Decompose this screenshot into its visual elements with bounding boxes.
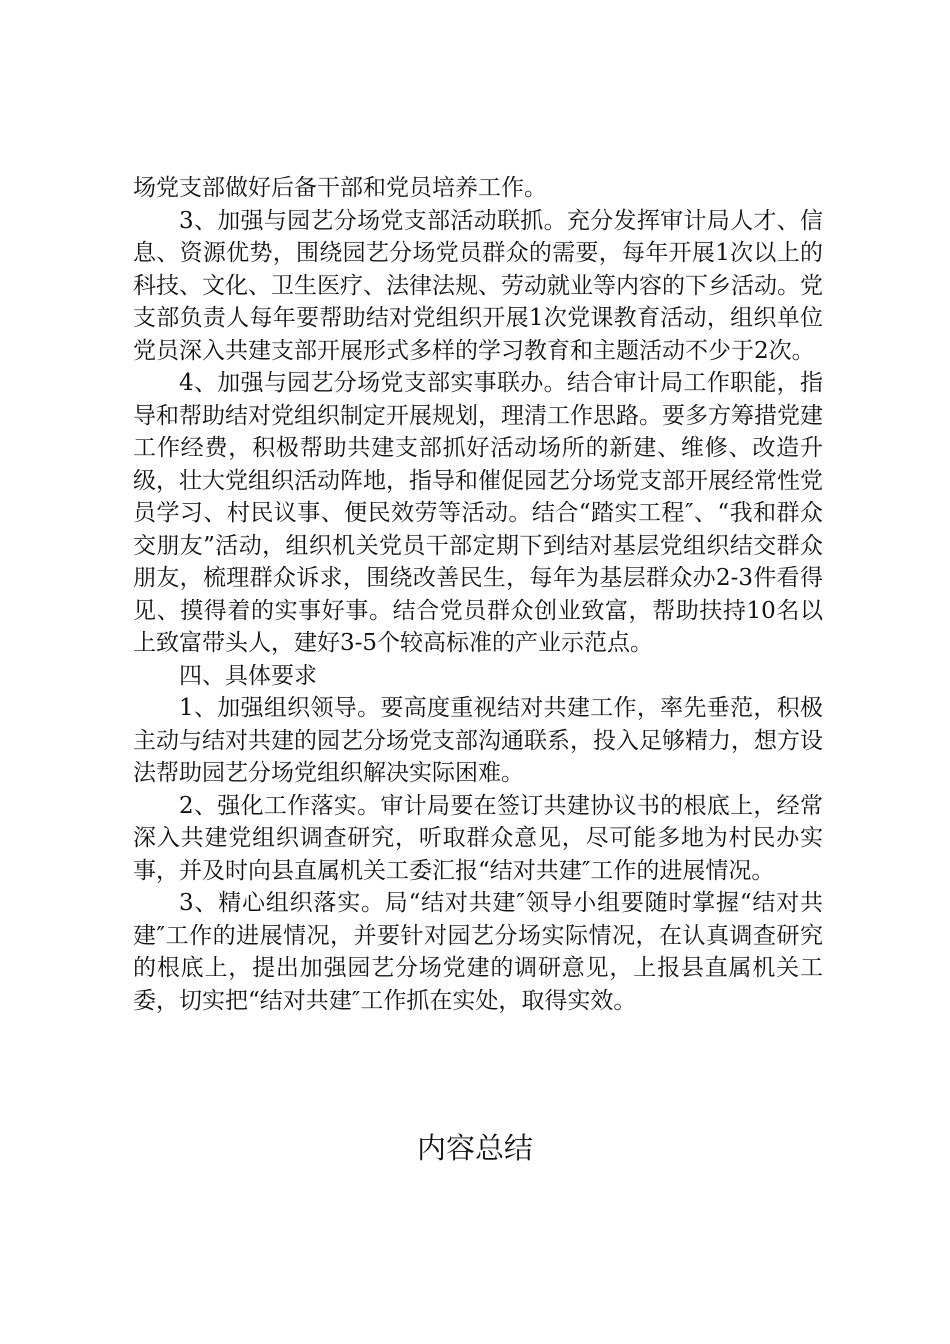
- paragraph-req-1-leadership: 1、加强组织领导。要高度重视结对共建工作，率先垂范，积极主动与结对共建的园艺分场党支部沟通联系，投入足够精力，想方设法帮助园艺分场党组织解决实际困难。: [133, 695, 823, 786]
- summary-title: 内容总结: [416, 1131, 533, 1165]
- paragraph-continuation: 场党支部做好后备干部和党员培养工作。: [133, 175, 547, 201]
- paragraph-req-3-organization: 3、精心组织落实。局“结对共建″领导小组要随时掌握“结对共建″工作的进展情况，并要针对园艺分场实际情况，在认真调查研究的根底上，提出加强园艺分场党建的调研意见，上报县直属机关工委，切实把“结对共建″工作抓在实处，取得实效。: [133, 890, 823, 1014]
- paragraph-req-2-implementation: 2、强化工作落实。审计局要在签订共建协议书的根底上，经常深入共建党组织调查研究，听取群众意见，尽可能多地为村民办实事，并及时向县直属机关工委汇报“结对共建″工作的进展情况。: [133, 792, 823, 884]
- paragraph-item-3-activity: 3、加强与园艺分场党支部活动联抓。充分发挥审计局人才、信息、资源优势，围绕园艺分场党员群众的需要，每年开展1次以上的科技、文化、卫生医疗、法律法规、劳动就业等内容的下乡活动。党支部负责人每年要帮助结对党组织开展1次党课教育活动，组织单位党员深入共建支部开展形式多样的学习教育和主题活动不少于2次。: [133, 207, 823, 364]
- section-heading-requirements: 四、具体要求: [179, 662, 317, 689]
- paragraph-item-4-affairs: 4、加强与园艺分场党支部实事联办。结合审计局工作职能，指导和帮助结对党组织制定开展规划，理清工作思路。要多方筹措党建工作经费，积极帮助共建支部抓好活动场所的新建、维修、改造升级，壮大党组织活动阵地，指导和催促园艺分场党支部开展经常性党员学习、村民议事、便民效劳等活动。结合“踏实工程″、“我和群众交朋友”活动，组织机关党员干部定期下到结对基层党组织结交群众朋友，梳理群众诉求，围绕改善民生，每年为基层群众办2-3件看得见、摸得着的实事好事。结合党员群众创业致富，帮助扶持10名以上致富带头人，建好3-5个较高标准的产业示范点。: [133, 370, 823, 656]
- document-body: [133, 172, 823, 1017]
